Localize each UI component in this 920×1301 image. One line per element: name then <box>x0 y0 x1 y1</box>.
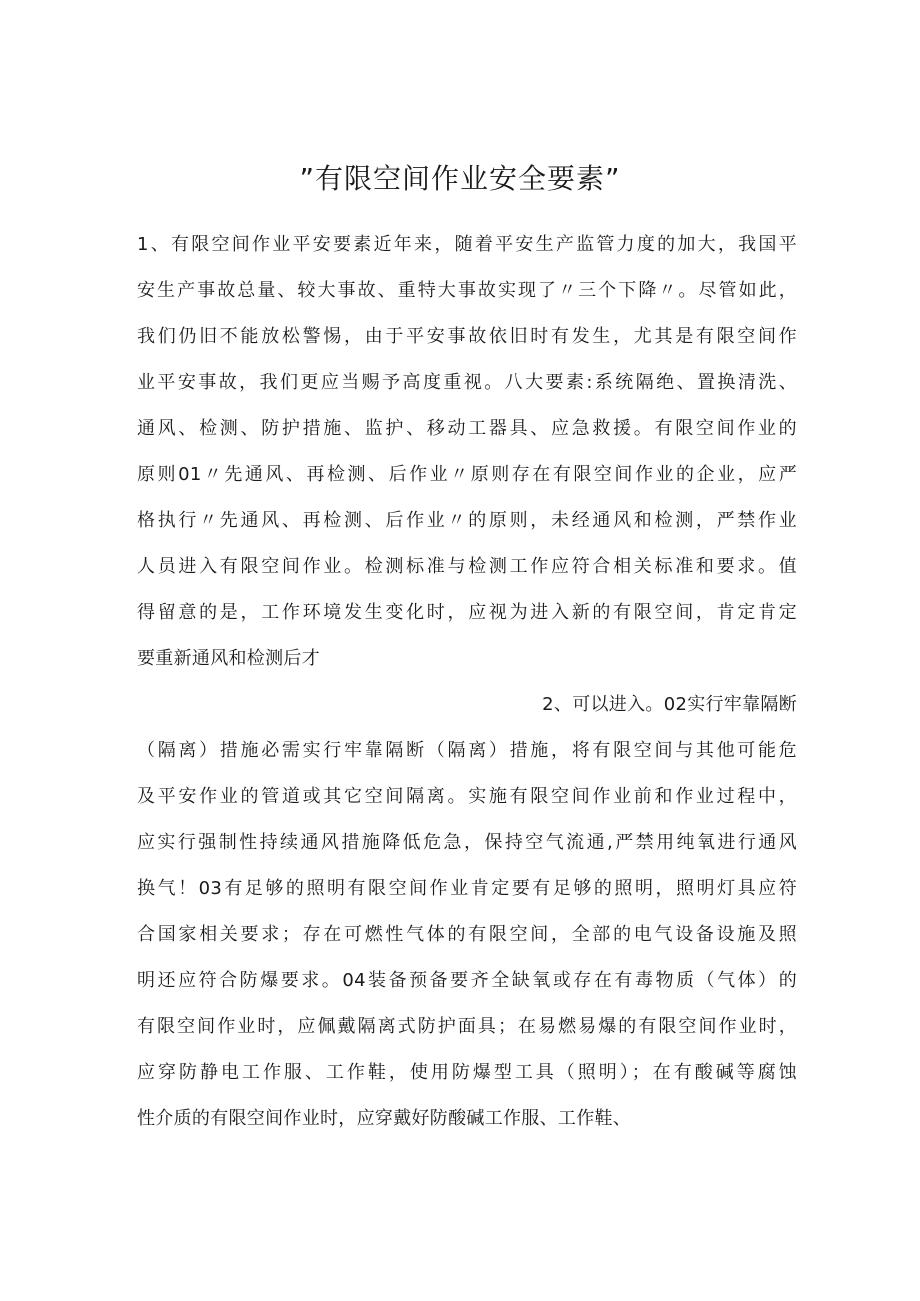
body-line: 及平安作业的管道或其它空间隔离。实施有限空间作业前和作业过程中， <box>137 786 797 807</box>
document-title: ”有限空间作业安全要素” <box>299 161 621 195</box>
body-line: 要重新通风和检测后才 <box>137 648 320 669</box>
document-body <box>137 222 797 1142</box>
body-line: （隔离）措施必需实行牢靠隔断（隔离）措施，将有限空间与其他可能危 <box>137 740 797 761</box>
body-line: 业平安事故，我们更应当赐予高度重视。八大要素:系统隔绝、置换清洗、 <box>137 372 797 393</box>
body-line: 应穿防静电工作服、工作鞋，使用防爆型工具（照明）；在有酸碱等腐蚀 <box>137 1062 797 1083</box>
body-line: 人员进入有限空间作业。检测标准与检测工作应符合相关标准和要求。值 <box>137 556 797 577</box>
body-line: 性介质的有限空间作业时，应穿戴好防酸碱工作服、工作鞋、 <box>137 1108 632 1129</box>
body-line: 安生产事故总量、较大事故、重特大事故实现了〃三个下降〃。尽管如此， <box>137 280 797 301</box>
body-line: 通风、检测、防护措施、监护、移动工器具、应急救援。有限空间作业的 <box>137 418 797 439</box>
body-line: 换气！03有足够的照明有限空间作业肯定要有足够的照明，照明灯具应符 <box>137 878 797 899</box>
body-line: 有限空间作业时，应佩戴隔离式防护面具；在易燃易爆的有限空间作业时， <box>137 1016 797 1037</box>
body-line: 2、可以进入。02实行牢靠隔断 <box>542 694 797 715</box>
body-line: 得留意的是，工作环境发生变化时，应视为进入新的有限空间，肯定肯定 <box>137 602 797 623</box>
body-line: 合国家相关要求；存在可燃性气体的有限空间，全部的电气设备设施及照 <box>137 924 797 945</box>
body-line: 1、有限空间作业平安要素近年来，随着平安生产监管力度的加大，我国平 <box>137 234 797 255</box>
body-line: 格执行〃先通风、再检测、后作业〃的原则，未经通风和检测，严禁作业 <box>137 510 797 531</box>
body-line: 应实行强制性持续通风措施降低危急，保持空气流通,严禁用纯氧进行通风 <box>137 832 797 853</box>
body-line: 原则01〃先通风、再检测、后作业〃原则存在有限空间作业的企业，应严 <box>137 464 797 485</box>
body-line: 我们仍旧不能放松警惕，由于平安事故依旧时有发生，尤其是有限空间作 <box>137 326 797 347</box>
body-line: 明还应符合防爆要求。04装备预备要齐全缺氧或存在有毒物质（气体）的 <box>137 970 797 991</box>
